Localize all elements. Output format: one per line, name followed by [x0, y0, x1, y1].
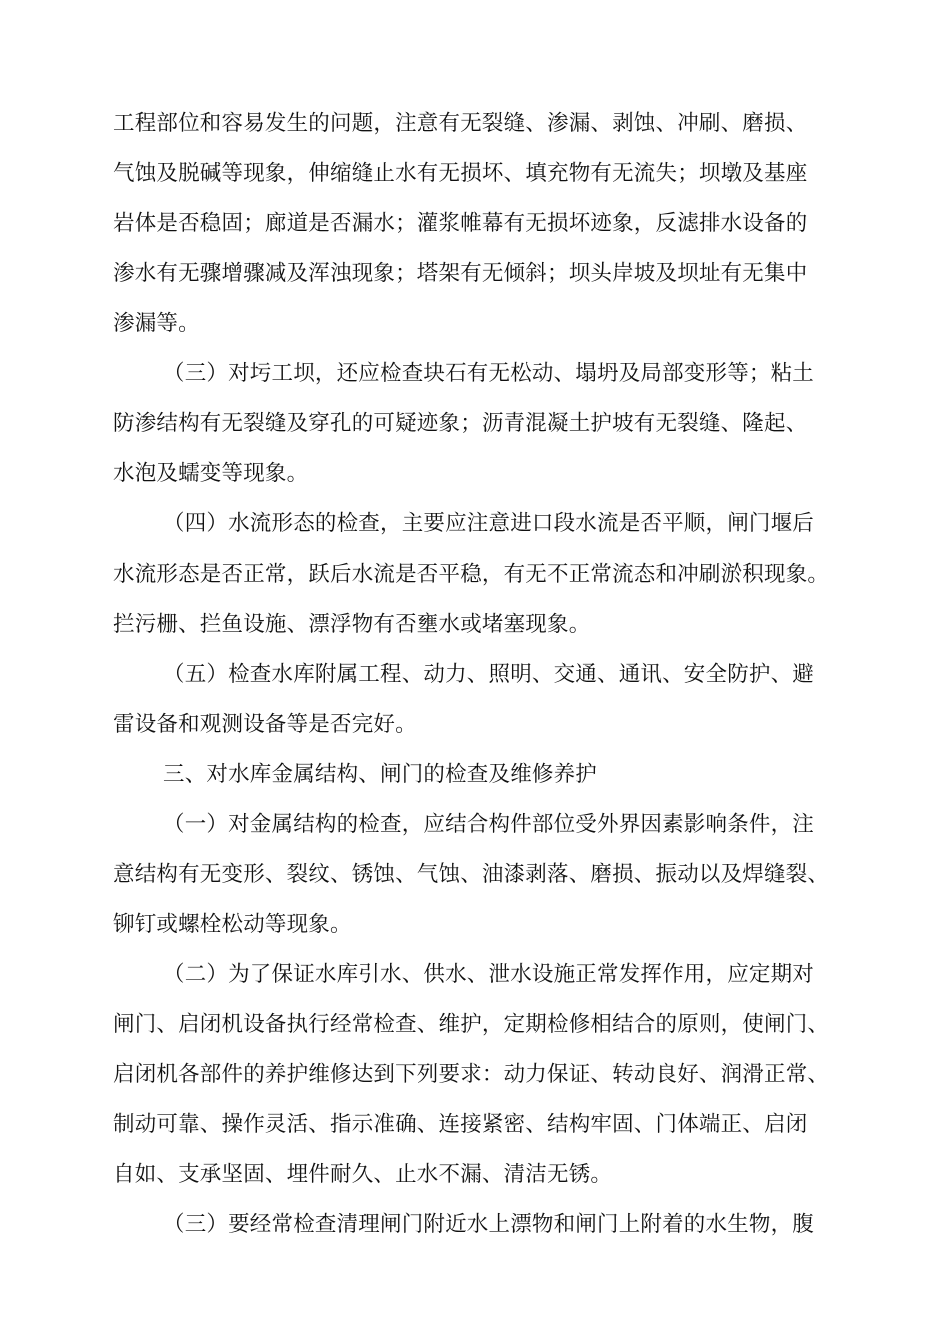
text-line: 自如、支承坚固、埋件耐久、止水不漏、清洁无锈。: [113, 1162, 613, 1187]
text-line: 气蚀及脱碱等现象，伸缩缝止水有无损坏、填充物有无流失；坝墩及基座: [113, 161, 808, 186]
text-line: 拦污栅、拦鱼设施、漂浮物有否壅水或堵塞现象。: [113, 612, 591, 637]
text-line: 防渗结构有无裂缝及穿孔的可疑迹象；沥青混凝土护坡有无裂缝、隆起、: [113, 411, 808, 436]
text-line: 水流形态是否正常，跃后水流是否平稳，有无不正常流态和冲刷淤积现象。: [113, 562, 830, 587]
text-line: 制动可靠、操作灵活、指示准确、连接紧密、结构牢固、门体端正、启闭: [113, 1112, 808, 1137]
paragraph-start-line: （二）为了保证水库引水、供水、泄水设施正常发挥作用，应定期对: [163, 962, 815, 987]
paragraph-start-line: （四）水流形态的检查，主要应注意进口段水流是否平顺，闸门堰后: [163, 511, 815, 536]
text-line: 意结构有无变形、裂纹、锈蚀、气蚀、油漆剥落、磨损、振动以及焊缝裂、: [113, 862, 830, 887]
text-line: 铆钉或螺栓松动等现象。: [113, 912, 352, 937]
section-heading: 三、对水库金属结构、闸门的检查及维修养护: [163, 762, 598, 787]
text-line: 渗漏等。: [113, 311, 200, 336]
text-line: 岩体是否稳固；廊道是否漏水；灌浆帷幕有无损坏迹象，反滤排水设备的: [113, 211, 808, 236]
text-line: 水泡及蠕变等现象。: [113, 461, 309, 486]
text-line: 闸门、启闭机设备执行经常检查、维护，定期检修相结合的原则，使闸门、: [113, 1012, 830, 1037]
paragraph-start-line: （五）检查水库附属工程、动力、照明、交通、通讯、安全防护、避: [163, 662, 815, 687]
text-line: 雷设备和观测设备等是否完好。: [113, 712, 417, 737]
paragraph-start-line: （三）要经常检查清理闸门附近水上漂物和闸门上附着的水生物，腹: [163, 1212, 815, 1237]
paragraph-start-line: （一）对金属结构的检查，应结合构件部位受外界因素影响条件，注: [163, 812, 815, 837]
text-line: 工程部位和容易发生的问题，注意有无裂缝、渗漏、剥蚀、冲刷、磨损、: [113, 111, 808, 136]
text-line: 启闭机各部件的养护维修达到下列要求：动力保证、转动良好、润滑正常、: [113, 1062, 830, 1087]
text-line: 渗水有无骤增骤减及浑浊现象；塔架有无倾斜；坝头岸坡及坝址有无集中: [113, 261, 808, 286]
paragraph-start-line: （三）对圬工坝，还应检查块石有无松动、塌坍及局部变形等；粘土: [163, 361, 815, 386]
